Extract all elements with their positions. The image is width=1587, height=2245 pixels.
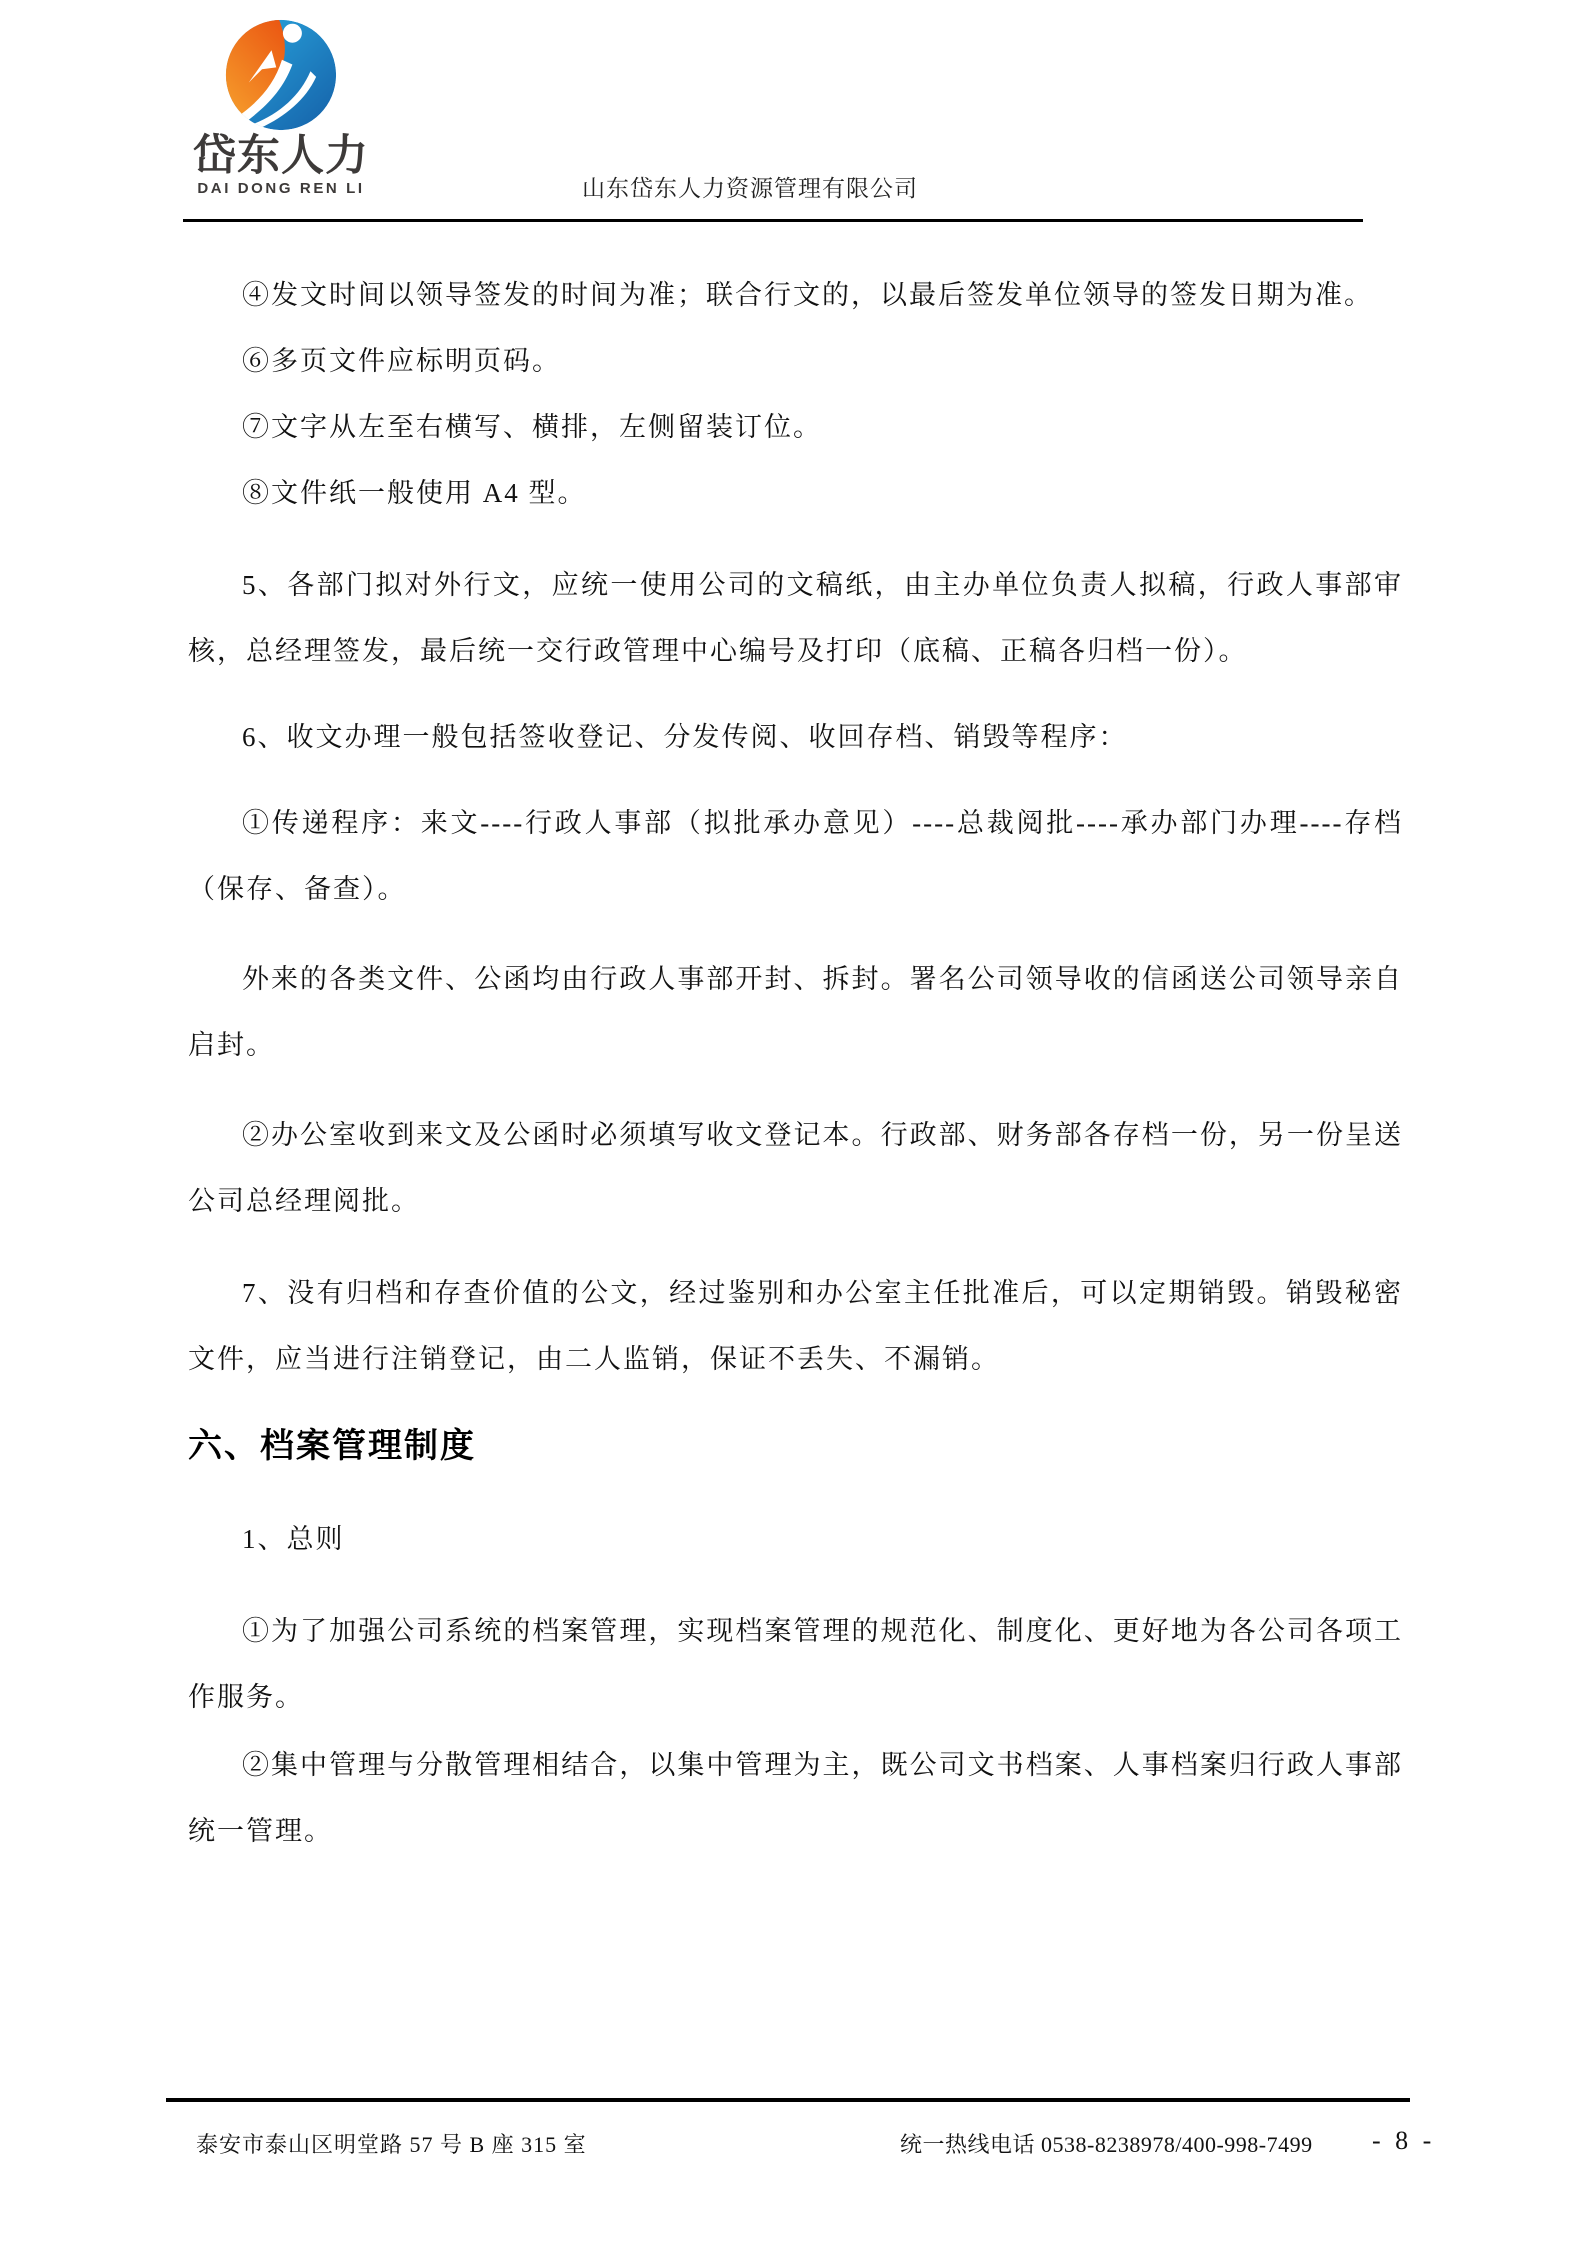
logo-brand-en: DAI DONG REN LI [197,180,365,198]
paragraph: 7、没有归档和存查价值的公文，经过鉴别和办公室主任批准后，可以定期销毁。销毁秘密文件，应当进行注销登记，由二人监销，保证不丢失、不漏销。 [188,1278,1403,1374]
paragraph: 外来的各类文件、公函均由行政人事部开封、拆封。署名公司领导收的信函送公司领导亲自启封。 [188,964,1403,1060]
footer-hotline: 统一热线电话 0538-8238978/400-998-7499 [900,2132,1313,2157]
paragraph: ②办公室收到来文及公函时必须填写收文登记本。行政部、财务部各存档一份，另一份呈送公司总经理阅批。 [188,1120,1403,1216]
paragraph: ②集中管理与分散管理相结合，以集中管理为主，既公司文书档案、人事档案归行政人事部统一管理。 [188,1750,1403,1846]
company-name: 山东岱东人力资源管理有限公司 [582,176,918,201]
document-body [188,262,1403,1864]
paragraph: 1、总则 [242,1524,345,1554]
paragraph: ⑦文字从左至右横写、横排，左侧留装订位。 [242,412,822,442]
paragraph: 6、收文办理一般包括签收登记、分发传阅、收回存档、销毁等程序： [242,722,1128,752]
footer-address: 泰安市泰山区明堂路 57 号 B 座 315 室 [196,2132,587,2157]
logo-brand-cn: 岱东人力 [193,132,369,180]
header-divider [183,219,1363,222]
paragraph: 5、各部门拟对外行文，应统一使用公司的文稿纸，由主办单位负责人拟稿，行政人事部审核，总经理签发，最后统一交行政管理中心编号及打印（底稿、正稿各归档一份）。 [188,570,1403,666]
page-number: - 8 - [1372,2126,1436,2155]
paragraph: ①传递程序：来文----行政人事部（拟批承办意见）----总裁阅批----承办部门办理----存档（保存、备查）。 [188,808,1403,904]
paragraph: ④发文时间以领导签发的时间为准；联合行文的，以最后签发单位领导的签发日期为准。 [242,280,1373,310]
footer-divider [166,2098,1410,2102]
company-logo [183,18,379,197]
paragraph: ①为了加强公司系统的档案管理，实现档案管理的规范化、制度化、更好地为各公司各项工作服务。 [188,1616,1403,1712]
paragraph: ⑧文件纸一般使用 A4 型。 [242,478,587,508]
section-heading: 六、档案管理制度 [188,1428,476,1465]
paragraph: ⑥多页文件应标明页码。 [242,346,561,376]
logo-emblem-icon [224,18,338,132]
